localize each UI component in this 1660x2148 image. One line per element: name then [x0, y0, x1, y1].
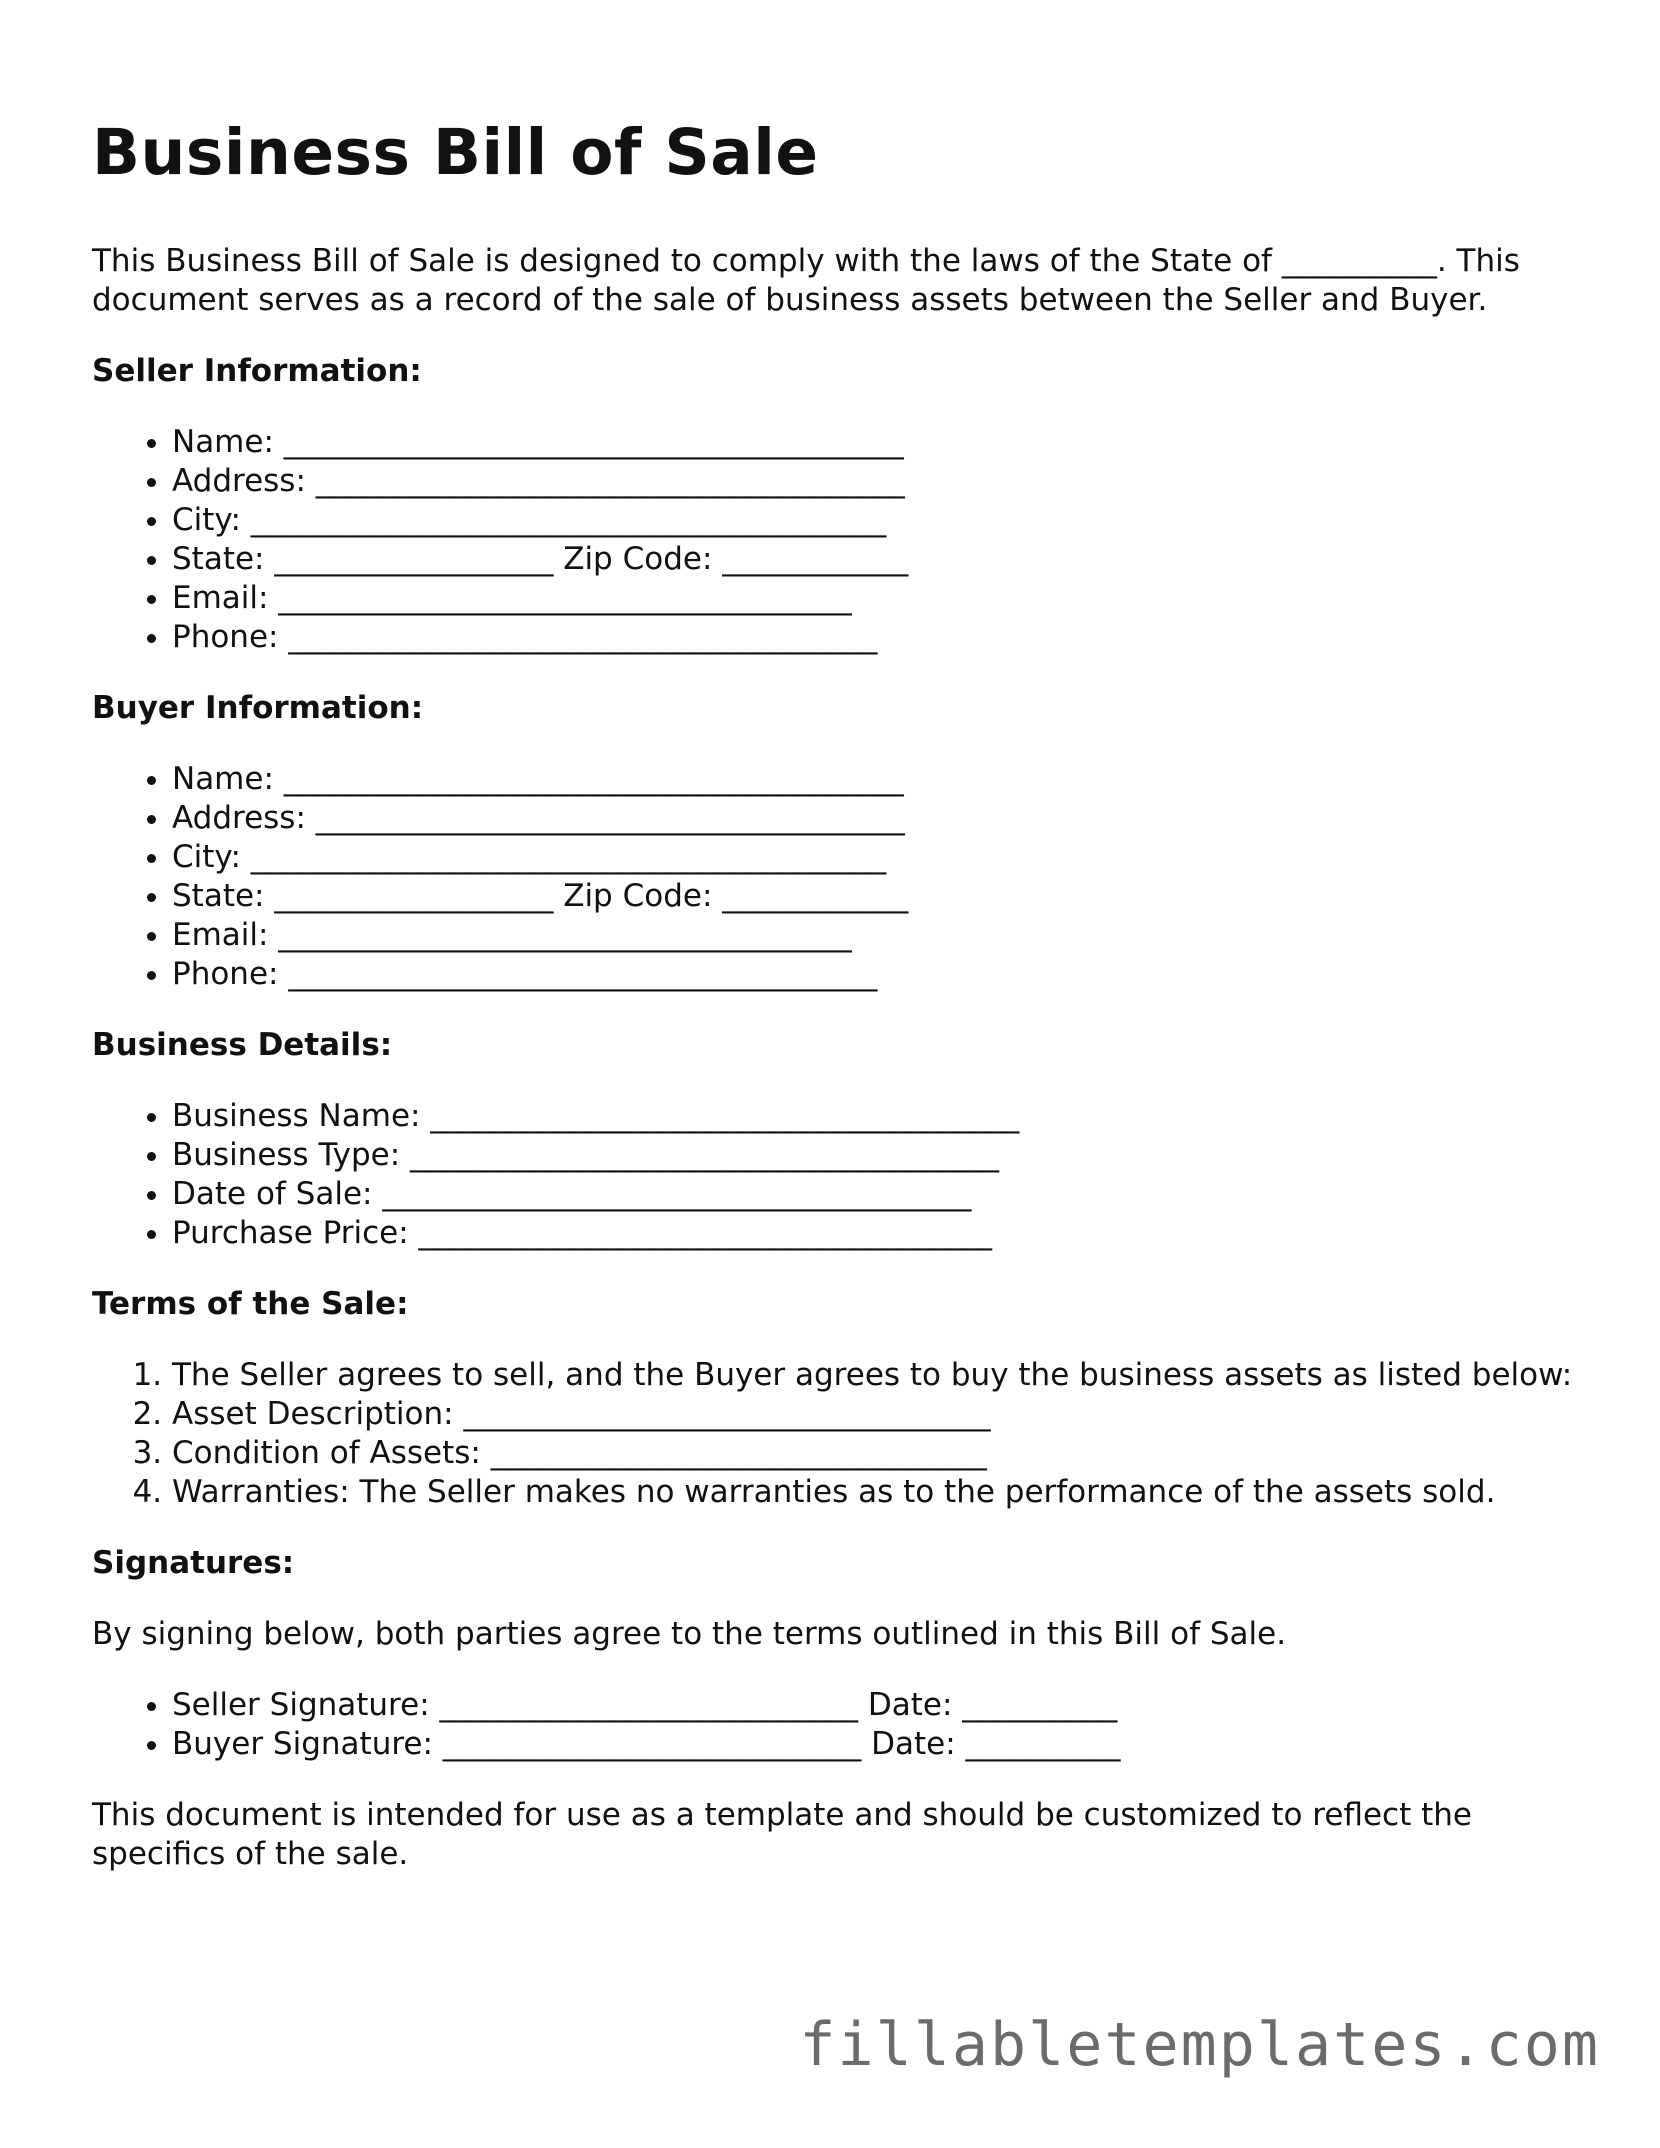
- buyer-name-field: • Name: ________________________________________: [172, 760, 1592, 799]
- watermark-text: fillabletemplates.com: [799, 2010, 1600, 2080]
- seller-city-field: • City: _________________________________________: [172, 501, 1592, 540]
- business-heading: Business Details:: [92, 1027, 393, 1063]
- business-list: [92, 1097, 1592, 1253]
- buyer-address-field: • Address: ______________________________________: [172, 799, 1592, 838]
- document-page: [92, 112, 1592, 1874]
- seller-heading: Seller Information:: [92, 353, 422, 389]
- buyer-state-zip-field: • State: __________________ Zip Code: ____________: [172, 877, 1592, 916]
- buyer-email-field: • Email: _____________________________________: [172, 916, 1592, 955]
- buyer-signature-line: • Buyer Signature: ___________________________ Date: __________: [172, 1725, 1592, 1764]
- seller-email-field: • Email: _____________________________________: [172, 579, 1592, 618]
- terms-list: [92, 1356, 1592, 1512]
- business-name-field: • Business Name: ______________________________________: [172, 1097, 1592, 1136]
- purchase-price-field: • Purchase Price: _____________________________________: [172, 1214, 1592, 1253]
- seller-address-field: • Address: ______________________________________: [172, 462, 1592, 501]
- seller-state-zip-field: • State: __________________ Zip Code: ____________: [172, 540, 1592, 579]
- terms-heading: Terms of the Sale:: [92, 1286, 409, 1322]
- business-type-field: • Business Type: ______________________________________: [172, 1136, 1592, 1175]
- terms-item-warranties: 4. Warranties: The Seller makes no warranties as to the performance of the assets sold.: [172, 1473, 1592, 1512]
- seller-name-field: • Name: ________________________________________: [172, 423, 1592, 462]
- buyer-city-field: • City: _________________________________________: [172, 838, 1592, 877]
- document-title: Business Bill of Sale: [92, 116, 819, 189]
- intro-paragraph: This Business Bill of Sale is designed to comply with the laws of the State of __________. This document serves as a record of the sale of business assets between the Seller and Buyer.: [92, 243, 1520, 318]
- seller-list: [92, 423, 1592, 657]
- buyer-list: [92, 760, 1592, 994]
- terms-item-asset-description: 2. Asset Description: __________________________________: [172, 1395, 1592, 1434]
- buyer-phone-field: • Phone: ______________________________________: [172, 955, 1592, 994]
- date-of-sale-field: • Date of Sale: ______________________________________: [172, 1175, 1592, 1214]
- signatures-heading: Signatures:: [92, 1545, 295, 1581]
- seller-signature-line: • Seller Signature: ___________________________ Date: __________: [172, 1686, 1592, 1725]
- footer-note: This document is intended for use as a template and should be customized to reflect the specifics of the sale.: [92, 1797, 1472, 1872]
- signatures-list: [92, 1686, 1592, 1764]
- buyer-heading: Buyer Information:: [92, 690, 424, 726]
- terms-item-condition: 3. Condition of Assets: ________________________________: [172, 1434, 1592, 1473]
- terms-item-agreement: 1. The Seller agrees to sell, and the Buyer agrees to buy the business assets as listed below:: [172, 1356, 1592, 1395]
- seller-phone-field: • Phone: ______________________________________: [172, 618, 1592, 657]
- signatures-intro: By signing below, both parties agree to the terms outlined in this Bill of Sale.: [92, 1616, 1287, 1652]
